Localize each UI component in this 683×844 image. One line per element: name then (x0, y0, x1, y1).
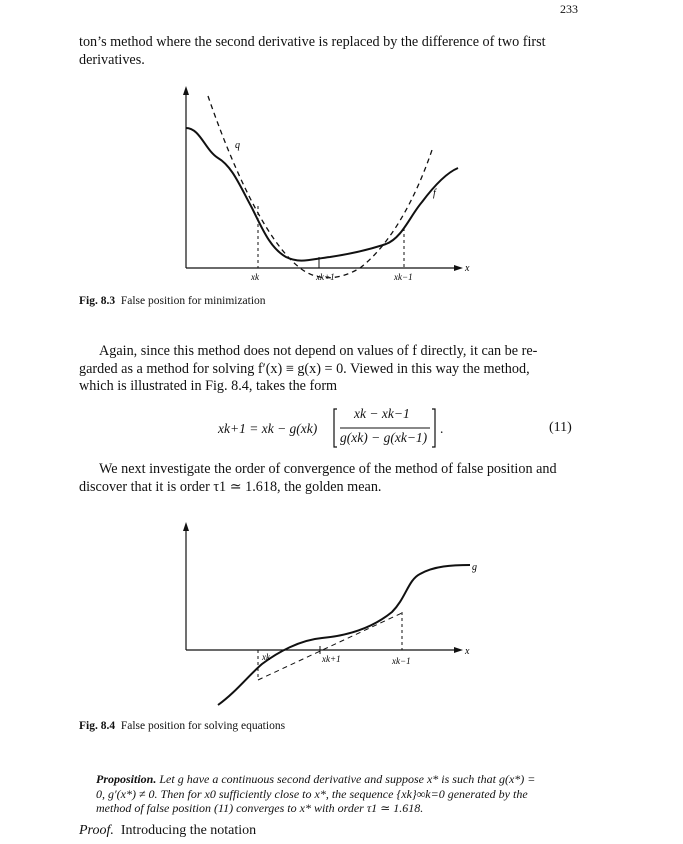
figure-8-3 (0, 86, 683, 296)
fig84-caption-label: Fig. 8.4 (79, 720, 116, 732)
proof-text: Introducing the notation (120, 823, 257, 838)
proposition-line-3: method of false position (11) converges to x* with order τ1 ≃ 1.618. (96, 801, 424, 815)
intro-paragraph (79, 34, 581, 69)
proof-line (79, 823, 256, 839)
fig83-caption (79, 295, 266, 307)
fig84-secant (258, 612, 404, 680)
fig84-caption (79, 720, 285, 732)
fig83-caption-label: Fig. 8.3 (79, 295, 116, 307)
intro-line-1: ton’s method where the second derivative is replaced by the difference of two first (79, 34, 546, 50)
figure-8-4 (0, 520, 683, 710)
fig83-label-xk1: xk+1 (316, 272, 335, 282)
fig83-label-q: q (235, 140, 240, 151)
proposition-line-1 (96, 772, 564, 787)
para2-line-3: which is illustrated in Fig. 8.4, takes the form (79, 378, 338, 394)
paragraph-2 (79, 343, 581, 396)
proposition-lead: Proposition. (96, 772, 157, 786)
equation-lhs: xk+1 = xk − g(xk) (218, 421, 318, 436)
para3-line-2: discover that it is order τ1 ≃ 1.618, the golden mean. (79, 478, 382, 495)
paragraph-3 (79, 461, 581, 496)
proof-lead: Proof. (79, 823, 114, 838)
equation-number: (11) (549, 420, 572, 435)
fig83-label-x: x (465, 263, 470, 274)
fig83-y-arrow (183, 86, 189, 95)
fig83-label-f: f (433, 188, 436, 199)
proposition-text-1: Let g have a continuous second derivative and suppose x* is such that g(x*) = (159, 772, 536, 786)
proposition-line-2: 0, g′(x*) ≠ 0. Then for x0 sufficiently close to x*, the sequence {xk}∞k=0 generated by the (96, 786, 528, 801)
equation-numerator: xk − xk−1 (354, 406, 410, 421)
fig84-label-x: x (465, 646, 470, 657)
fig84-label-g: g (472, 562, 477, 573)
equation-denominator: g(xk) − g(xk−1) (340, 430, 428, 445)
proposition (96, 772, 564, 816)
fig83-x-arrow (454, 265, 463, 271)
fig84-label-xk: xk (262, 652, 270, 662)
intro-line-2: derivatives. (79, 51, 145, 68)
fig84-x-arrow (454, 647, 463, 653)
fig83-label-xkm1: xk−1 (394, 272, 413, 282)
fig84-label-xkm1: xk−1 (392, 656, 411, 666)
para2-line-2: garded as a method for solving f′(x) ≡ g(x) = 0. Viewed in this way the method, (79, 360, 530, 377)
fig83-label-xk: xk (251, 272, 259, 282)
fig84-caption-text: False position for solving equations (120, 720, 286, 732)
fig84-y-arrow (183, 522, 189, 531)
para3-line-1: We next investigate the order of convergence of the method of false position and (99, 461, 557, 477)
fig83-caption-text: False position for minimization (120, 295, 266, 307)
fig84-curve-g (218, 565, 470, 705)
equation-period: . (440, 421, 444, 436)
fig84-label-xk1: xk+1 (322, 654, 341, 664)
para2-line-1: Again, since this method does not depend on values of f directly, it can be re- (99, 343, 538, 359)
page-number: 233 (560, 2, 578, 16)
